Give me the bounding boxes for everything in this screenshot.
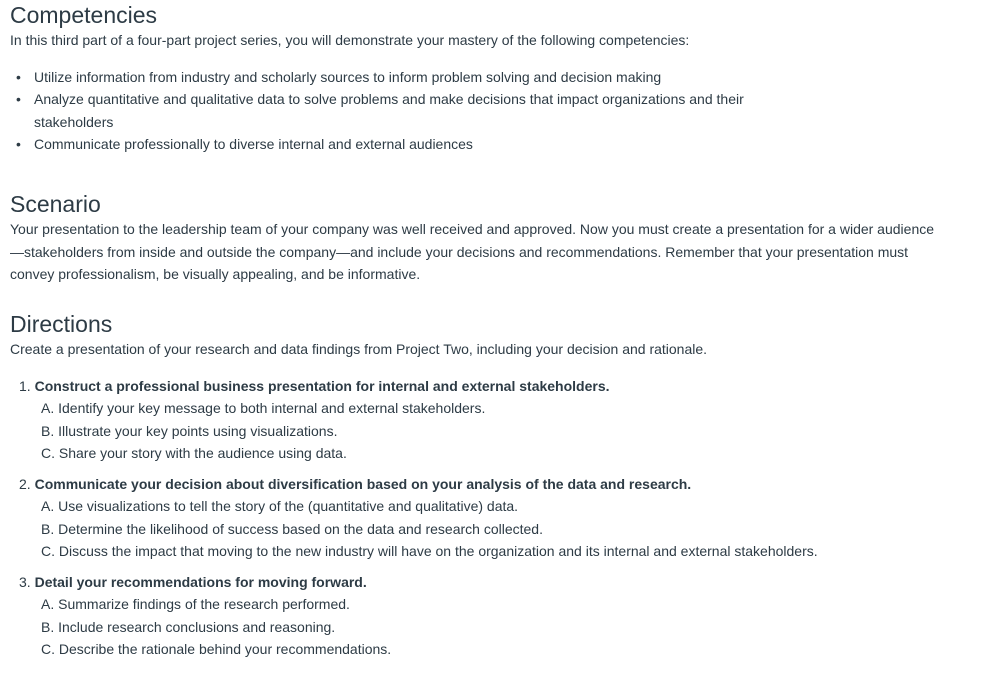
step-number: 1. [19, 377, 31, 394]
substep-item: B. Determine the likelihood of success based on the data and research collected. [41, 520, 543, 537]
directions-intro: Create a presentation of your research and data findings from Project Two, including your decision and rationale. [10, 341, 708, 357]
direction-step [10, 375, 973, 465]
substep-item: C. Discuss the impact that moving to the new industry will have on the organization and its internal and external stakeholders. [41, 543, 818, 559]
substep-item: C. Describe the rationale behind your recommendations. [41, 641, 392, 657]
step-substeps [19, 397, 973, 465]
competencies-intro: In this third part of a four-part project series, you will demonstrate your mastery of the following competencies: [10, 32, 690, 48]
competencies-list [10, 66, 973, 156]
direction-step [10, 473, 973, 563]
competency-item: • Communicate professionally to diverse internal and external audiences [10, 133, 973, 156]
competencies-heading: Competencies [10, 2, 158, 28]
scenario-heading: Scenario [10, 191, 101, 217]
step-heading: Communicate your decision about diversification based on your analysis of the data and research. [34, 475, 692, 492]
directions-heading: Directions [10, 311, 113, 337]
step-substeps [19, 593, 973, 661]
step-heading: Construct a professional business presentation for internal and external stakeholders. [34, 377, 610, 394]
substep-item: A. Identify your key message to both internal and external stakeholders. [41, 400, 486, 416]
substep-item: B. Include research conclusions and reasoning. [41, 618, 336, 635]
step-number: 2. [19, 475, 31, 492]
competency-item: • Utilize information from industry and scholarly sources to inform problem solving and decision making [10, 66, 973, 89]
scenario-section [10, 190, 943, 286]
competencies-section [10, 1, 973, 156]
competency-item: • Analyze quantitative and qualitative data to solve problems and make decisions that impact organizations and their stakeholders [10, 88, 973, 133]
scenario-text: Your presentation to the leadership team of your company was well received and approved. Now you must create a presentation for a wider audience—stakeholders from inside and outside the company—and include your decisions and recommendations. Remember that your presentation must convey professionalism, be visually appealing, and be informative. [10, 221, 935, 282]
substep-item: C. Share your story with the audience using data. [41, 445, 347, 461]
step-number: 3. [19, 573, 31, 590]
directions-section [10, 310, 973, 669]
step-substeps [19, 495, 973, 563]
directions-steps [10, 375, 973, 661]
substep-item: A. Summarize findings of the research performed. [41, 596, 350, 612]
substep-item: B. Illustrate your key points using visualizations. [41, 422, 338, 439]
direction-step [10, 571, 973, 661]
substep-item: A. Use visualizations to tell the story of the (quantitative and qualitative) data. [41, 498, 519, 514]
step-heading: Detail your recommendations for moving forward. [34, 573, 367, 590]
